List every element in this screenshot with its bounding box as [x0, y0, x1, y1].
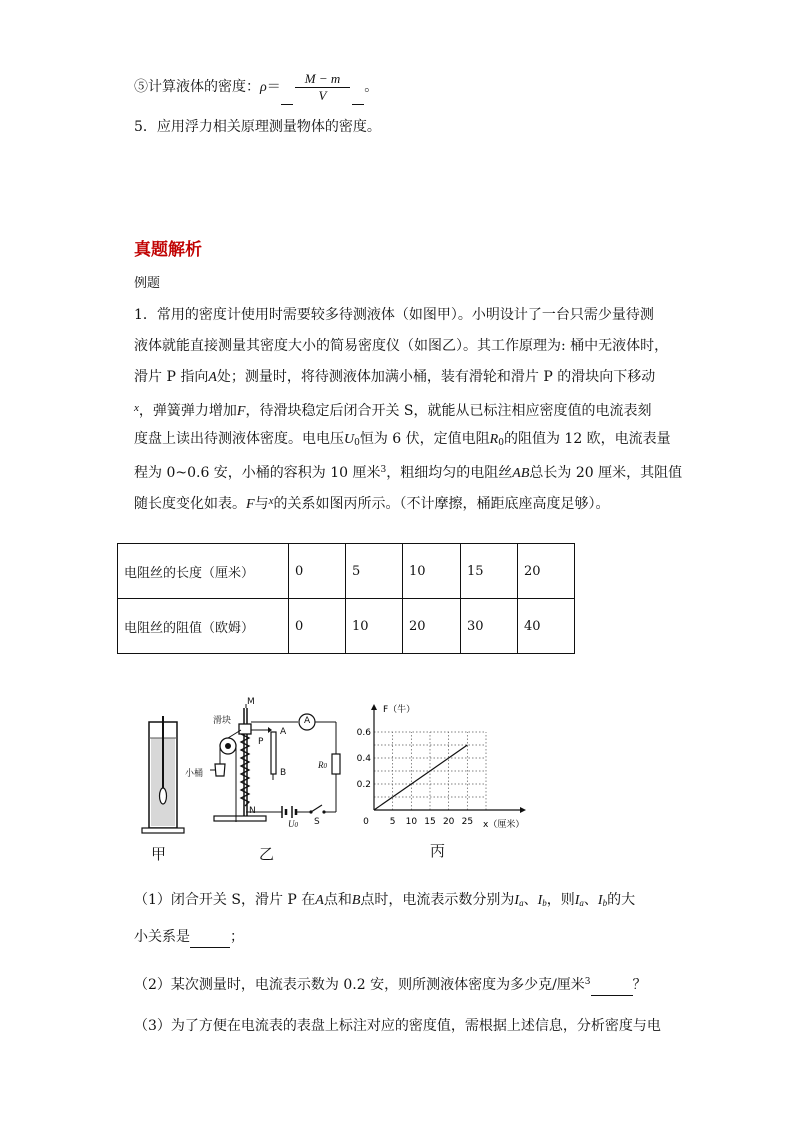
q1-c: 点时，电流表示数分别为 [360, 892, 515, 908]
q1-answer-blank[interactable] [190, 927, 230, 948]
q-line-6 [134, 460, 683, 491]
label-u0 [288, 819, 298, 829]
u0-letter: U [288, 819, 295, 829]
label-n: N [249, 806, 256, 816]
f-var-2: F [246, 497, 255, 512]
q-line-3b: 处；测量时，将待测液体加满小桶，装有滑轮和滑片 P 的滑块向下移动 [216, 369, 656, 385]
q1-sep: 、 [523, 892, 538, 908]
q-line-1: 1．常用的密度计使用时需要较多待测液体（如图甲）。小明设计了一台只需少量待测 [134, 307, 654, 323]
section-heading: 真题解析 [134, 240, 202, 260]
table-cell: 5 [346, 544, 403, 599]
fraction-numerator: M − m [295, 71, 351, 88]
q-line-6c: 总长为 20 厘米，其阻值 [529, 465, 683, 481]
q-line-5c: 的阻值为 12 欧，电流表量 [503, 431, 671, 447]
q-line-3 [134, 367, 674, 398]
r0-letter-sub: 0 [323, 762, 327, 770]
switch-lever [311, 805, 322, 812]
resistance-table [117, 543, 575, 654]
table-row [118, 544, 575, 599]
u0-var: U [344, 432, 355, 447]
q3-line: （3）为了方便在电流表的表盘上标注对应的密度值，需根据上述信息，分析密度与电 [134, 1018, 661, 1034]
y-tick-label: 0.2 [356, 780, 371, 790]
q2-line [134, 972, 647, 996]
label-r0 [318, 760, 327, 770]
cube-sup: 3 [380, 465, 387, 475]
graph-ylabel: F（牛） [383, 705, 416, 715]
ib-sub-2: b [602, 898, 608, 908]
fx-graph [355, 700, 535, 835]
fraction-denominator: V [318, 87, 327, 103]
series-line-f-x [374, 745, 467, 810]
q1-line2-text: 小关系是 [134, 929, 190, 945]
q2-end: ？ [632, 977, 647, 993]
y-tick-label: 0.4 [356, 754, 371, 764]
rho-symbol: ρ [260, 80, 267, 95]
cylinder-base [142, 828, 184, 833]
example-label: 例题 [134, 276, 161, 291]
table-row [118, 599, 575, 654]
q1-d: ，则 [546, 892, 575, 908]
slider-block [239, 724, 251, 734]
point5-text: 5．应用浮力相关原理测量物体的密度。 [134, 119, 381, 135]
ia-var: I [514, 893, 520, 908]
x-tick-label: 25 [461, 817, 474, 827]
table-cell: 0 [289, 544, 346, 599]
q1-b: 点和 [323, 892, 352, 908]
blank-right [352, 70, 364, 105]
table-cell: 0 [289, 599, 346, 654]
q-line-4 [134, 398, 674, 429]
ia-sub: a [519, 898, 524, 908]
blank-left [281, 70, 293, 105]
q1-line-1 [134, 890, 635, 913]
table-cell: 10 [403, 544, 461, 599]
step5-line [134, 70, 378, 105]
label-m: M [247, 697, 255, 707]
label-bing: 丙 [430, 842, 446, 860]
hydrometer-bulb [160, 788, 167, 804]
f-var: F [236, 404, 246, 419]
q-line-6b: ，粗细均匀的电阻丝 [386, 465, 513, 481]
stand-base [214, 816, 266, 821]
label-s: S [314, 817, 320, 827]
graph-series [374, 745, 467, 810]
table-cell: 10 [346, 599, 403, 654]
u0-sub: 0 [354, 438, 360, 448]
equals-sign: ＝ [266, 79, 281, 95]
q-line-3a: 滑片 P 指向 [134, 369, 209, 385]
q1-e: 的大 [607, 892, 636, 908]
density-fraction [295, 71, 351, 104]
label-yi: 乙 [259, 845, 275, 863]
label-bucket: 小桶 [185, 769, 204, 779]
q-line-7c: 的关系如图丙所示。（不计摩擦，桶距底座高度足够）。 [273, 496, 610, 512]
q-line-4b: ，待滑块稳定后闭合开关 S，就能从已标注相应密度值的电流表刻 [245, 403, 652, 419]
q-line-5 [134, 429, 674, 460]
bucket-shape [215, 764, 225, 776]
q2-sup: 3 [584, 977, 591, 987]
ab-var: AB [512, 466, 530, 481]
point-a-var: A [208, 370, 217, 385]
resistor-r0 [332, 754, 340, 774]
spring [241, 730, 249, 806]
label-jia: 甲 [151, 845, 167, 863]
y-axis-arrow [371, 704, 377, 710]
x-tick-label: 0 [363, 817, 369, 827]
ib-sub: b [542, 898, 547, 908]
step5-prefix: ⑤计算液体的密度： [134, 79, 260, 95]
q1-point-b: B [351, 893, 361, 908]
q-line-5b: 恒为 6 伏，定值电阻 [359, 431, 490, 447]
q1-line2-end: ； [230, 929, 244, 945]
x-tick-label: 20 [442, 817, 455, 827]
ia-var-2: I [574, 893, 580, 908]
q1-a: （1）闭合开关 S，滑片 P 在 [134, 892, 316, 908]
q-line-7 [134, 491, 674, 522]
table-cell: 40 [518, 599, 575, 654]
table-cell: 15 [461, 544, 518, 599]
label-a-point: A [280, 727, 287, 737]
table-cell: 电阻丝的阻值（欧姆） [118, 599, 289, 654]
x-axis-arrow [520, 807, 526, 813]
label-p: P [258, 737, 264, 747]
table-cell: 30 [461, 599, 518, 654]
graph-xlabel: x（厘米） [483, 820, 525, 830]
x-var-2: x [268, 495, 274, 507]
r0-sub: 0 [498, 438, 504, 448]
ib-var-2: I [597, 893, 603, 908]
label-ammeter: A [304, 716, 311, 726]
q2-a: （2）某次测量时，电流表示数为 0.2 安，则所测液体密度为多少克/厘米 [134, 977, 585, 993]
q2-answer-blank[interactable] [591, 975, 633, 996]
question-paragraph [134, 305, 683, 522]
table-cell: 电阻丝的长度（厘米） [118, 544, 289, 599]
q-line-7a: 随长度变化如表。 [134, 496, 246, 512]
x-tick-label: 10 [405, 817, 418, 827]
table-cell: 20 [518, 544, 575, 599]
step5-suffix: 。 [364, 79, 379, 95]
ib-var: I [537, 893, 543, 908]
u0-letter-sub: 0 [294, 821, 298, 829]
resistance-wire-ab [271, 732, 276, 774]
q1-line-2 [134, 927, 244, 948]
label-slider: 滑块 [213, 716, 232, 726]
x-tick-label: 5 [389, 817, 396, 827]
q-line-5a: 度盘上读出待测液体密度。电电压 [134, 431, 344, 447]
pulley-axle [225, 743, 231, 749]
q1-point-a: A [315, 893, 324, 908]
x-var: x [134, 402, 139, 414]
q-line-2: 液体就能直接测量其密度大小的简易密度仪（如图乙）。其工作原理为: 桶中无液体时， [134, 338, 669, 354]
ia-sub-2: a [579, 898, 584, 908]
q-line-6a: 程为 0~0.6 安，小桶的容积为 10 厘米 [134, 465, 381, 481]
x-tick-label: 15 [424, 817, 436, 827]
label-b-point: B [280, 768, 287, 778]
r0-var: R [489, 432, 499, 447]
cylinder-figure [138, 712, 188, 837]
q-line-4a: ，弹簧弹力增加 [138, 403, 237, 419]
y-tick-label: 0.6 [356, 728, 371, 738]
q1-sep-2: 、 [583, 892, 598, 908]
table-cell: 20 [403, 599, 461, 654]
r0-letter: R [318, 760, 324, 770]
q-line-7b: 与 [254, 496, 269, 512]
